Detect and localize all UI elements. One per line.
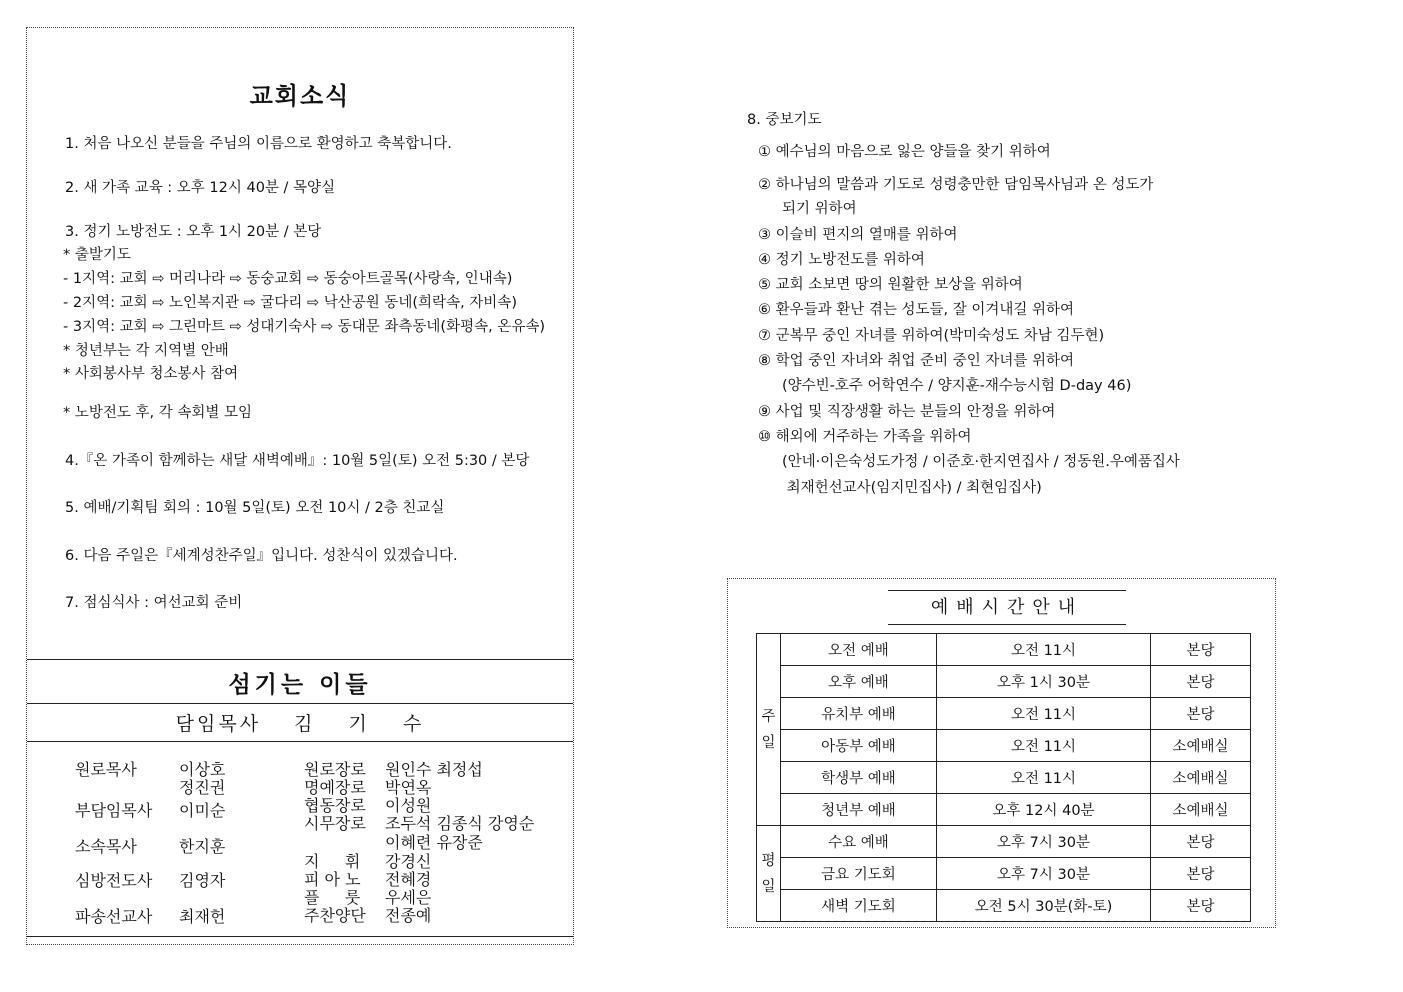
- news-subitem: * 사회봉사부 청소봉사 참여: [63, 366, 239, 382]
- staff-role: 부담임목사: [75, 801, 153, 820]
- staff-name: 이미순: [179, 801, 226, 820]
- service-name: 청년부 예배: [781, 794, 937, 826]
- news-panel: [26, 27, 574, 945]
- group-label: 평: [761, 852, 776, 869]
- news-subitem: * 출발기도: [63, 247, 131, 263]
- divider: [27, 741, 573, 742]
- service-time: 오전 5시 30분(화-토): [937, 890, 1151, 922]
- staff-role: 심방전도사: [75, 871, 153, 890]
- staff-role: 소속목사: [75, 837, 137, 856]
- schedule-table: [756, 633, 1251, 922]
- service-name: 금요 기도회: [781, 858, 937, 890]
- pastor-name: 수: [402, 713, 425, 735]
- staff-role: 원로목사: [75, 760, 137, 779]
- staff-name: 우세은: [385, 888, 432, 907]
- service-place: 본당: [1151, 890, 1251, 922]
- table-row: [757, 730, 1251, 762]
- news-subitem: * 노방전도 후, 각 속회별 모임: [63, 405, 252, 421]
- staff-name: 조두석 김종식 강영순: [385, 814, 535, 833]
- news-subitem: * 청년부는 각 지역별 안배: [63, 343, 229, 359]
- prayer-item: ③ 이슬비 편지의 열매를 위하여: [758, 227, 958, 243]
- table-row: [757, 826, 1251, 858]
- service-place: 본당: [1151, 858, 1251, 890]
- staff-role: 파송선교사: [75, 907, 153, 926]
- staff-name: 전종예: [385, 906, 432, 925]
- prayer-item: ② 하나님의 말씀과 기도로 성령충만한 담임목사님과 온 성도가: [758, 177, 1154, 193]
- table-row: [757, 698, 1251, 730]
- group-sunday: [757, 634, 781, 826]
- prayer-item-cont: 되기 위하여: [782, 201, 857, 217]
- service-name: 오전 예배: [781, 634, 937, 666]
- staff-role: 명예장로: [304, 778, 366, 797]
- prayer-item: ⑨ 사업 및 직장생활 하는 분들의 안정을 위하여: [758, 404, 1056, 420]
- service-place: 소예배실: [1151, 762, 1251, 794]
- servants-title: 섬기는 이들: [228, 672, 372, 698]
- service-time: 오후 1시 30분: [937, 666, 1151, 698]
- news-title: 교회소식: [249, 82, 351, 110]
- news-item-1: 1. 처음 나오신 분들을 주님의 이름으로 환영하고 축복합니다.: [65, 136, 452, 152]
- staff-role: 피 아 노: [304, 870, 361, 889]
- pastor-name: 김: [294, 713, 316, 735]
- group-label: 일: [761, 878, 776, 895]
- table-row: [757, 858, 1251, 890]
- service-time: 오후 12시 40분: [937, 794, 1151, 826]
- staff-role: 주찬양단: [304, 906, 366, 925]
- service-name: 수요 예배: [781, 826, 937, 858]
- prayer-item: ⑥ 환우들과 환난 겪는 성도들, 잘 이겨내길 위하여: [758, 302, 1075, 318]
- table-row: [757, 634, 1251, 666]
- table-row: [757, 794, 1251, 826]
- table-row: [757, 762, 1251, 794]
- prayer-item: ⑤ 교회 소보면 땅의 원활한 보상을 위하여: [758, 277, 1023, 293]
- table-row: [757, 666, 1251, 698]
- service-place: 본당: [1151, 698, 1251, 730]
- service-time: 오전 11시: [937, 730, 1151, 762]
- staff-role: 지 휘: [304, 852, 361, 871]
- prayer-item: ⑩ 해외에 거주하는 가족을 위하여: [758, 429, 972, 445]
- staff-name: 박연옥: [385, 778, 432, 797]
- news-route-2: - 2지역: 교회 ⇨ 노인복지관 ⇨ 굴다리 ⇨ 낙산공원 동네(희락속, 자비속): [63, 295, 517, 311]
- service-place: 본당: [1151, 826, 1251, 858]
- news-item-7: 7. 점심식사 : 여선교회 준비: [65, 595, 243, 611]
- staff-name: 이혜련 유장준: [385, 833, 483, 852]
- prayer-item-cont: (안네·이은숙성도가정 / 이준호·한지연집사 / 정동원.우예품집사: [782, 454, 1180, 470]
- staff-name: 이성원: [385, 796, 432, 815]
- news-route-3: - 3지역: 교회 ⇨ 그린마트 ⇨ 성대기숙사 ⇨ 동대문 좌측동네(화평속, 온유속): [63, 319, 545, 335]
- staff-name: 원인수 최정섭: [385, 760, 483, 779]
- prayer-item: ④ 정기 노방전도를 위하여: [758, 252, 925, 268]
- group-label: 주: [761, 708, 776, 725]
- divider: [27, 659, 573, 660]
- news-item-3: 3. 정기 노방전도 : 오후 1시 20분 / 본당: [65, 224, 322, 240]
- service-place: 소예배실: [1151, 794, 1251, 826]
- news-item-2: 2. 새 가족 교육 : 오후 12시 40분 / 목양실: [65, 180, 336, 196]
- prayer-item-cont: 최재헌선교사(임지민집사) / 최현임집사): [782, 480, 1042, 496]
- divider: [27, 703, 573, 704]
- service-place: 소예배실: [1151, 730, 1251, 762]
- service-name: 학생부 예배: [781, 762, 937, 794]
- news-item-6: 6. 다음 주일은『세계성찬주일』입니다. 성찬식이 있겠습니다.: [65, 548, 458, 564]
- staff-name: 최재헌: [179, 907, 226, 926]
- service-time: 오전 11시: [937, 634, 1151, 666]
- staff-name: 한지훈: [179, 837, 226, 856]
- divider: [27, 936, 573, 937]
- pastor-name: 기: [348, 713, 370, 735]
- news-item-4: 4.『온 가족이 함께하는 새달 새벽예배』: 10월 5일(토) 오전 5:30 / 본당: [65, 453, 530, 469]
- service-time: 오후 7시 30분: [937, 826, 1151, 858]
- service-name: 유치부 예배: [781, 698, 937, 730]
- table-row: [757, 890, 1251, 922]
- schedule-title: 예배시간안내: [888, 590, 1126, 625]
- staff-name: 강경신: [385, 852, 432, 871]
- staff-name: 전혜경: [385, 870, 432, 889]
- staff-role: 원로장로: [304, 760, 366, 779]
- service-time: 오전 11시: [937, 698, 1151, 730]
- service-name: 새벽 기도회: [781, 890, 937, 922]
- prayer-item: ① 예수님의 마음으로 잃은 양들을 찾기 위하여: [758, 144, 1051, 160]
- prayer-item-cont: (양수빈-호주 어학연수 / 양지훈-재수능시험 D-day 46): [782, 378, 1132, 394]
- pastor-role: 담임목사: [175, 713, 262, 735]
- service-place: 본당: [1151, 634, 1251, 666]
- prayer-title: 8. 중보기도: [747, 112, 822, 128]
- service-name: 아동부 예배: [781, 730, 937, 762]
- service-name: 오후 예배: [781, 666, 937, 698]
- news-item-5: 5. 예배/기획팀 회의 : 10월 5일(토) 오전 10시 / 2층 친교실: [65, 500, 445, 516]
- group-weekday: [757, 826, 781, 922]
- prayer-item: ⑧ 학업 중인 자녀와 취업 준비 중인 자녀를 위하여: [758, 353, 1075, 369]
- service-place: 본당: [1151, 666, 1251, 698]
- staff-name: 정진권: [179, 778, 226, 797]
- staff-role: 협동장로: [304, 796, 366, 815]
- staff-role: 시무장로: [304, 814, 366, 833]
- service-time: 오전 11시: [937, 762, 1151, 794]
- news-route-1: - 1지역: 교회 ⇨ 머리나라 ⇨ 동숭교회 ⇨ 동숭아트골목(사랑속, 인내속): [63, 271, 513, 287]
- staff-role: 플 룻: [304, 888, 361, 907]
- staff-name: 김영자: [179, 871, 226, 890]
- senior-pastor: [27, 709, 573, 736]
- prayer-item: ⑦ 군복무 중인 자녀를 위하여(박미숙성도 차남 김두현): [758, 328, 1105, 344]
- group-label: 일: [761, 734, 776, 751]
- staff-name: 이상호: [179, 760, 226, 779]
- service-time: 오후 7시 30분: [937, 858, 1151, 890]
